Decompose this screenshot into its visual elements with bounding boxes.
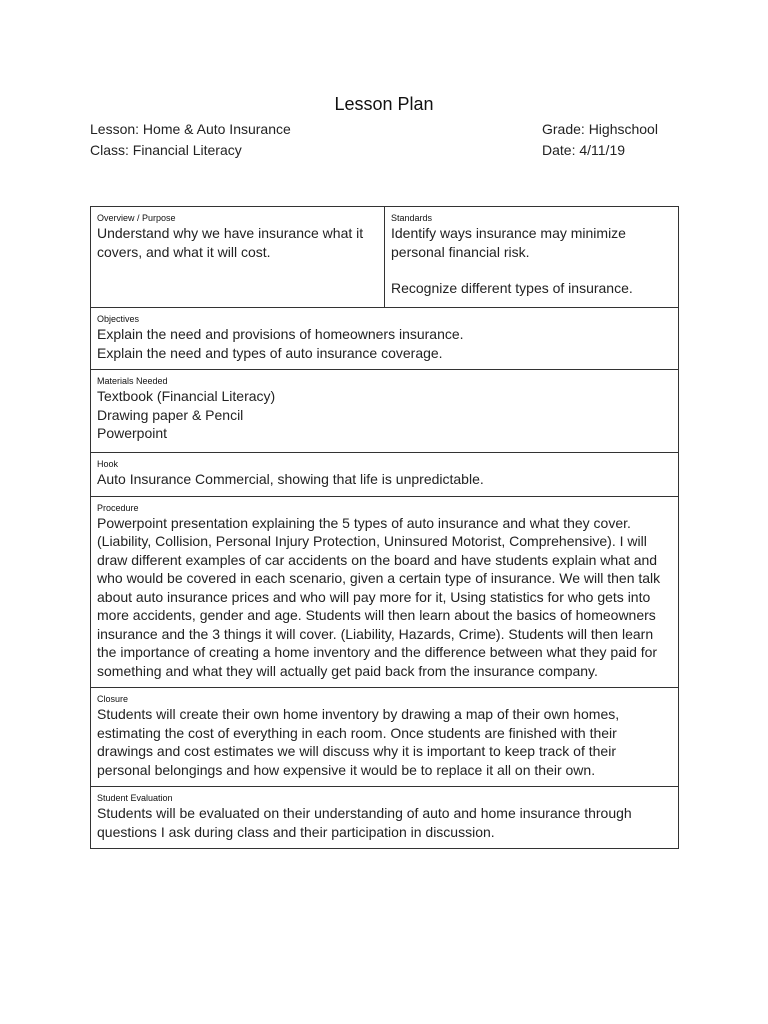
materials-row [91, 370, 679, 453]
evaluation-cell [91, 787, 679, 849]
procedure-cell [91, 496, 679, 688]
evaluation-row [91, 787, 679, 849]
overview-label: Overview / Purpose [97, 213, 176, 223]
closure-cell [91, 688, 679, 787]
objectives-body [97, 325, 672, 362]
lesson-date: Date: 4/11/19 [542, 142, 626, 158]
procedure-label: Procedure [97, 502, 139, 513]
closure-text: Students will create their own home inventory by drawing a map of their own homes, estimating the cost of everything in each room. Once students are finished with their drawings and cost estimates we will discuss why it is important to keep track of their personal belongings and how expensive it would be to replace it all on their own. [97, 706, 620, 778]
hook-cell [91, 453, 679, 497]
hook-row [91, 453, 679, 497]
procedure-text: Powerpoint presentation explaining the 5 types of auto insurance and what they cover. (Liability, Collision, Personal Injury Protection, Uninsured Motorist, Comprehensive). I will draw different examples of car accidents on the board and have students explain what and who would be covered in each scenario, given a certain type of insurance. We will then talk about auto insurance prices and who will pay more for it, Using statistics for who gets into more accidents, gender and age. Students will then learn about the basics of homeowners insurance and the 3 things it will cover. (Liability, Hazards, Crime). Students will then learn the importance of creating a home inventory and the difference between what they paid for something and what they will actually get paid back from the insurance company. [97, 514, 661, 679]
hook-text: Auto Insurance Commercial, showing that life is unpredictable. [97, 471, 484, 487]
overview-cell [91, 207, 385, 308]
standards-label: Standards [391, 213, 433, 223]
closure-label: Closure [97, 694, 129, 704]
material-item: Drawing paper & Pencil [97, 406, 244, 423]
materials-label: Materials Needed [97, 376, 168, 386]
standard-item: Identify ways insurance may minimize personal financial risk. [391, 225, 626, 260]
standard-item: Recognize different types of insurance. [391, 280, 633, 296]
standards-cell [385, 207, 679, 308]
objective-item: Explain the need and provisions of homeowners insurance. [97, 326, 464, 342]
closure-row [91, 688, 679, 787]
overview-standards-row [91, 207, 679, 308]
objectives-label: Objectives [97, 314, 140, 324]
procedure-row [91, 496, 679, 688]
material-item: Powerpoint [97, 425, 168, 441]
lesson-name: Lesson: Home & Auto Insurance [90, 121, 291, 137]
hook-label: Hook [97, 459, 119, 469]
grade-level: Grade: Highschool [542, 121, 658, 137]
lesson-plan-table [90, 206, 679, 849]
overview-text: Understand why we have insurance what it covers, and what it will cost. [97, 225, 364, 260]
objectives-cell [91, 308, 679, 370]
page-title: Lesson Plan [334, 94, 434, 114]
standards-spacer [391, 261, 672, 279]
class-name: Class: Financial Literacy [90, 142, 242, 158]
materials-body [97, 387, 672, 443]
evaluation-text: Students will be evaluated on their understanding of auto and home insurance through questions I ask during class and their participation in discussion. [97, 805, 632, 840]
materials-cell [91, 370, 679, 453]
standards-body [391, 224, 672, 298]
objective-item: Explain the need and types of auto insurance coverage. [97, 344, 443, 361]
evaluation-label: Student Evaluation [97, 793, 173, 803]
material-item: Textbook (Financial Literacy) [97, 388, 276, 404]
objectives-row [91, 308, 679, 370]
